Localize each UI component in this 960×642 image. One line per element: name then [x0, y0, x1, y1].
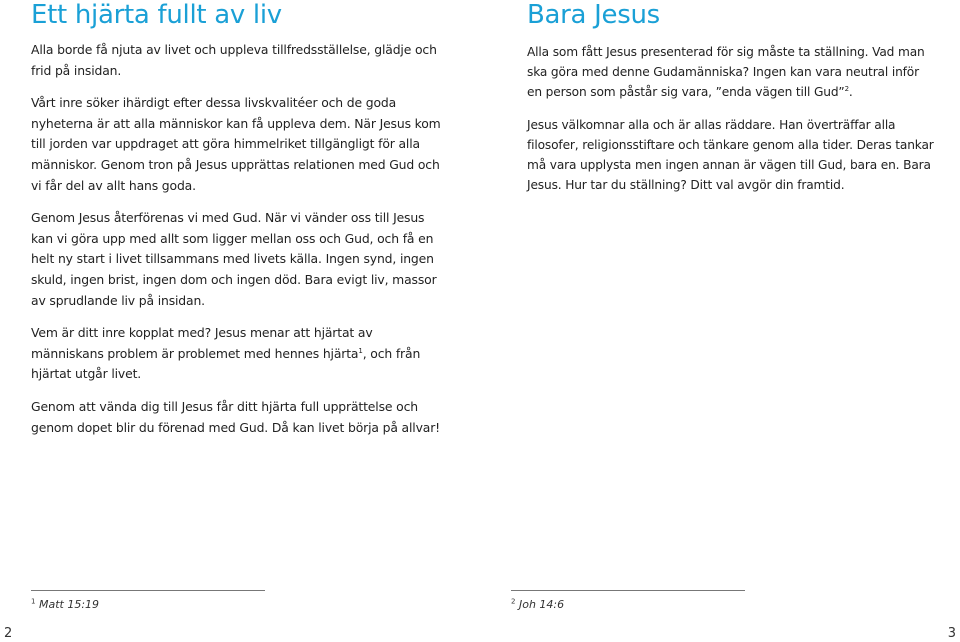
- left-paragraph-1: Alla borde få njuta av livet och uppleva tillfredsställelse, glädje och frid på insidan.: [31, 42, 437, 78]
- right-paragraph-1-text-a: Alla som fått Jesus presenterad för sig måste ta ställning. Vad man ska göra med denne Gudamänniska? Ingen kan vara neutral inför en person som påstår sig vara, ”enda vägen till Gud”: [527, 45, 925, 100]
- right-footnote-divider: [511, 590, 745, 591]
- right-footnote-text: Joh 14:6: [515, 598, 565, 611]
- left-page-body: [31, 40, 443, 450]
- right-page-title: Bara Jesus: [527, 0, 660, 30]
- left-paragraph-3: Genom Jesus återförenas vi med Gud. När vi vänder oss till Jesus kan vi göra upp med allt som ligger mellan oss och Gud, och få en helt ny start i livet tillsammans med livets källa. Ingen synd, ingen skuld, ingen brist, ingen dom och ingen död. Bara evigt liv, massor av sprudlande liv på insidan.: [31, 210, 437, 308]
- right-footnote-number: 2: [511, 597, 516, 606]
- right-page-number: 3: [947, 626, 956, 641]
- footnote-reference-1: 1: [358, 346, 363, 355]
- right-page-body: [527, 42, 937, 207]
- left-footnote: [31, 598, 99, 611]
- right-paragraph-1-text-b: .: [848, 85, 853, 100]
- right-paragraph-2: Jesus välkomnar alla och är allas räddare. Han överträffar alla filosofer, religionsstiftare och tänkare genom alla tider. Deras tankar må vara upplysta men ingen annan är vägen till Gud, bara en. Bara Jesus. Hur tar du ställning? Ditt val avgör din framtid.: [527, 117, 934, 193]
- footnote-reference-2: 2: [844, 85, 849, 94]
- right-paragraph-1: [527, 42, 937, 103]
- left-paragraph-5: Genom att vända dig till Jesus får ditt hjärta full upprättelse och genom dopet blir du förenad med Gud. Då kan livet börja på allvar!: [31, 398, 440, 435]
- left-paragraph-2: Vårt inre söker ihärdigt efter dessa livskvalitéer och de goda nyheterna är att alla människor kan få uppleva dem. När Jesus kom till jorden var uppdraget att göra himmelriket tillgängligt för alla människor. Genom tron på Jesus upprättas relationen med Gud och vi får del av allt hans goda.: [31, 95, 441, 193]
- right-footnote: [511, 598, 564, 611]
- left-paragraph-4: [31, 323, 443, 385]
- left-footnote-text: Matt 15:19: [35, 598, 100, 611]
- left-paragraph-4-text-b: , och från hjärtat utgår livet.: [31, 345, 421, 382]
- left-footnote-number: 1: [31, 597, 36, 606]
- left-paragraph-4-text-a: Vem är ditt inre kopplat med? Jesus menar att hjärtat av människans problem är problemet med hennes hjärta: [31, 325, 373, 361]
- left-page-title: Ett hjärta fullt av liv: [31, 0, 282, 30]
- left-page-number: 2: [4, 626, 13, 641]
- left-footnote-divider: [31, 590, 265, 591]
